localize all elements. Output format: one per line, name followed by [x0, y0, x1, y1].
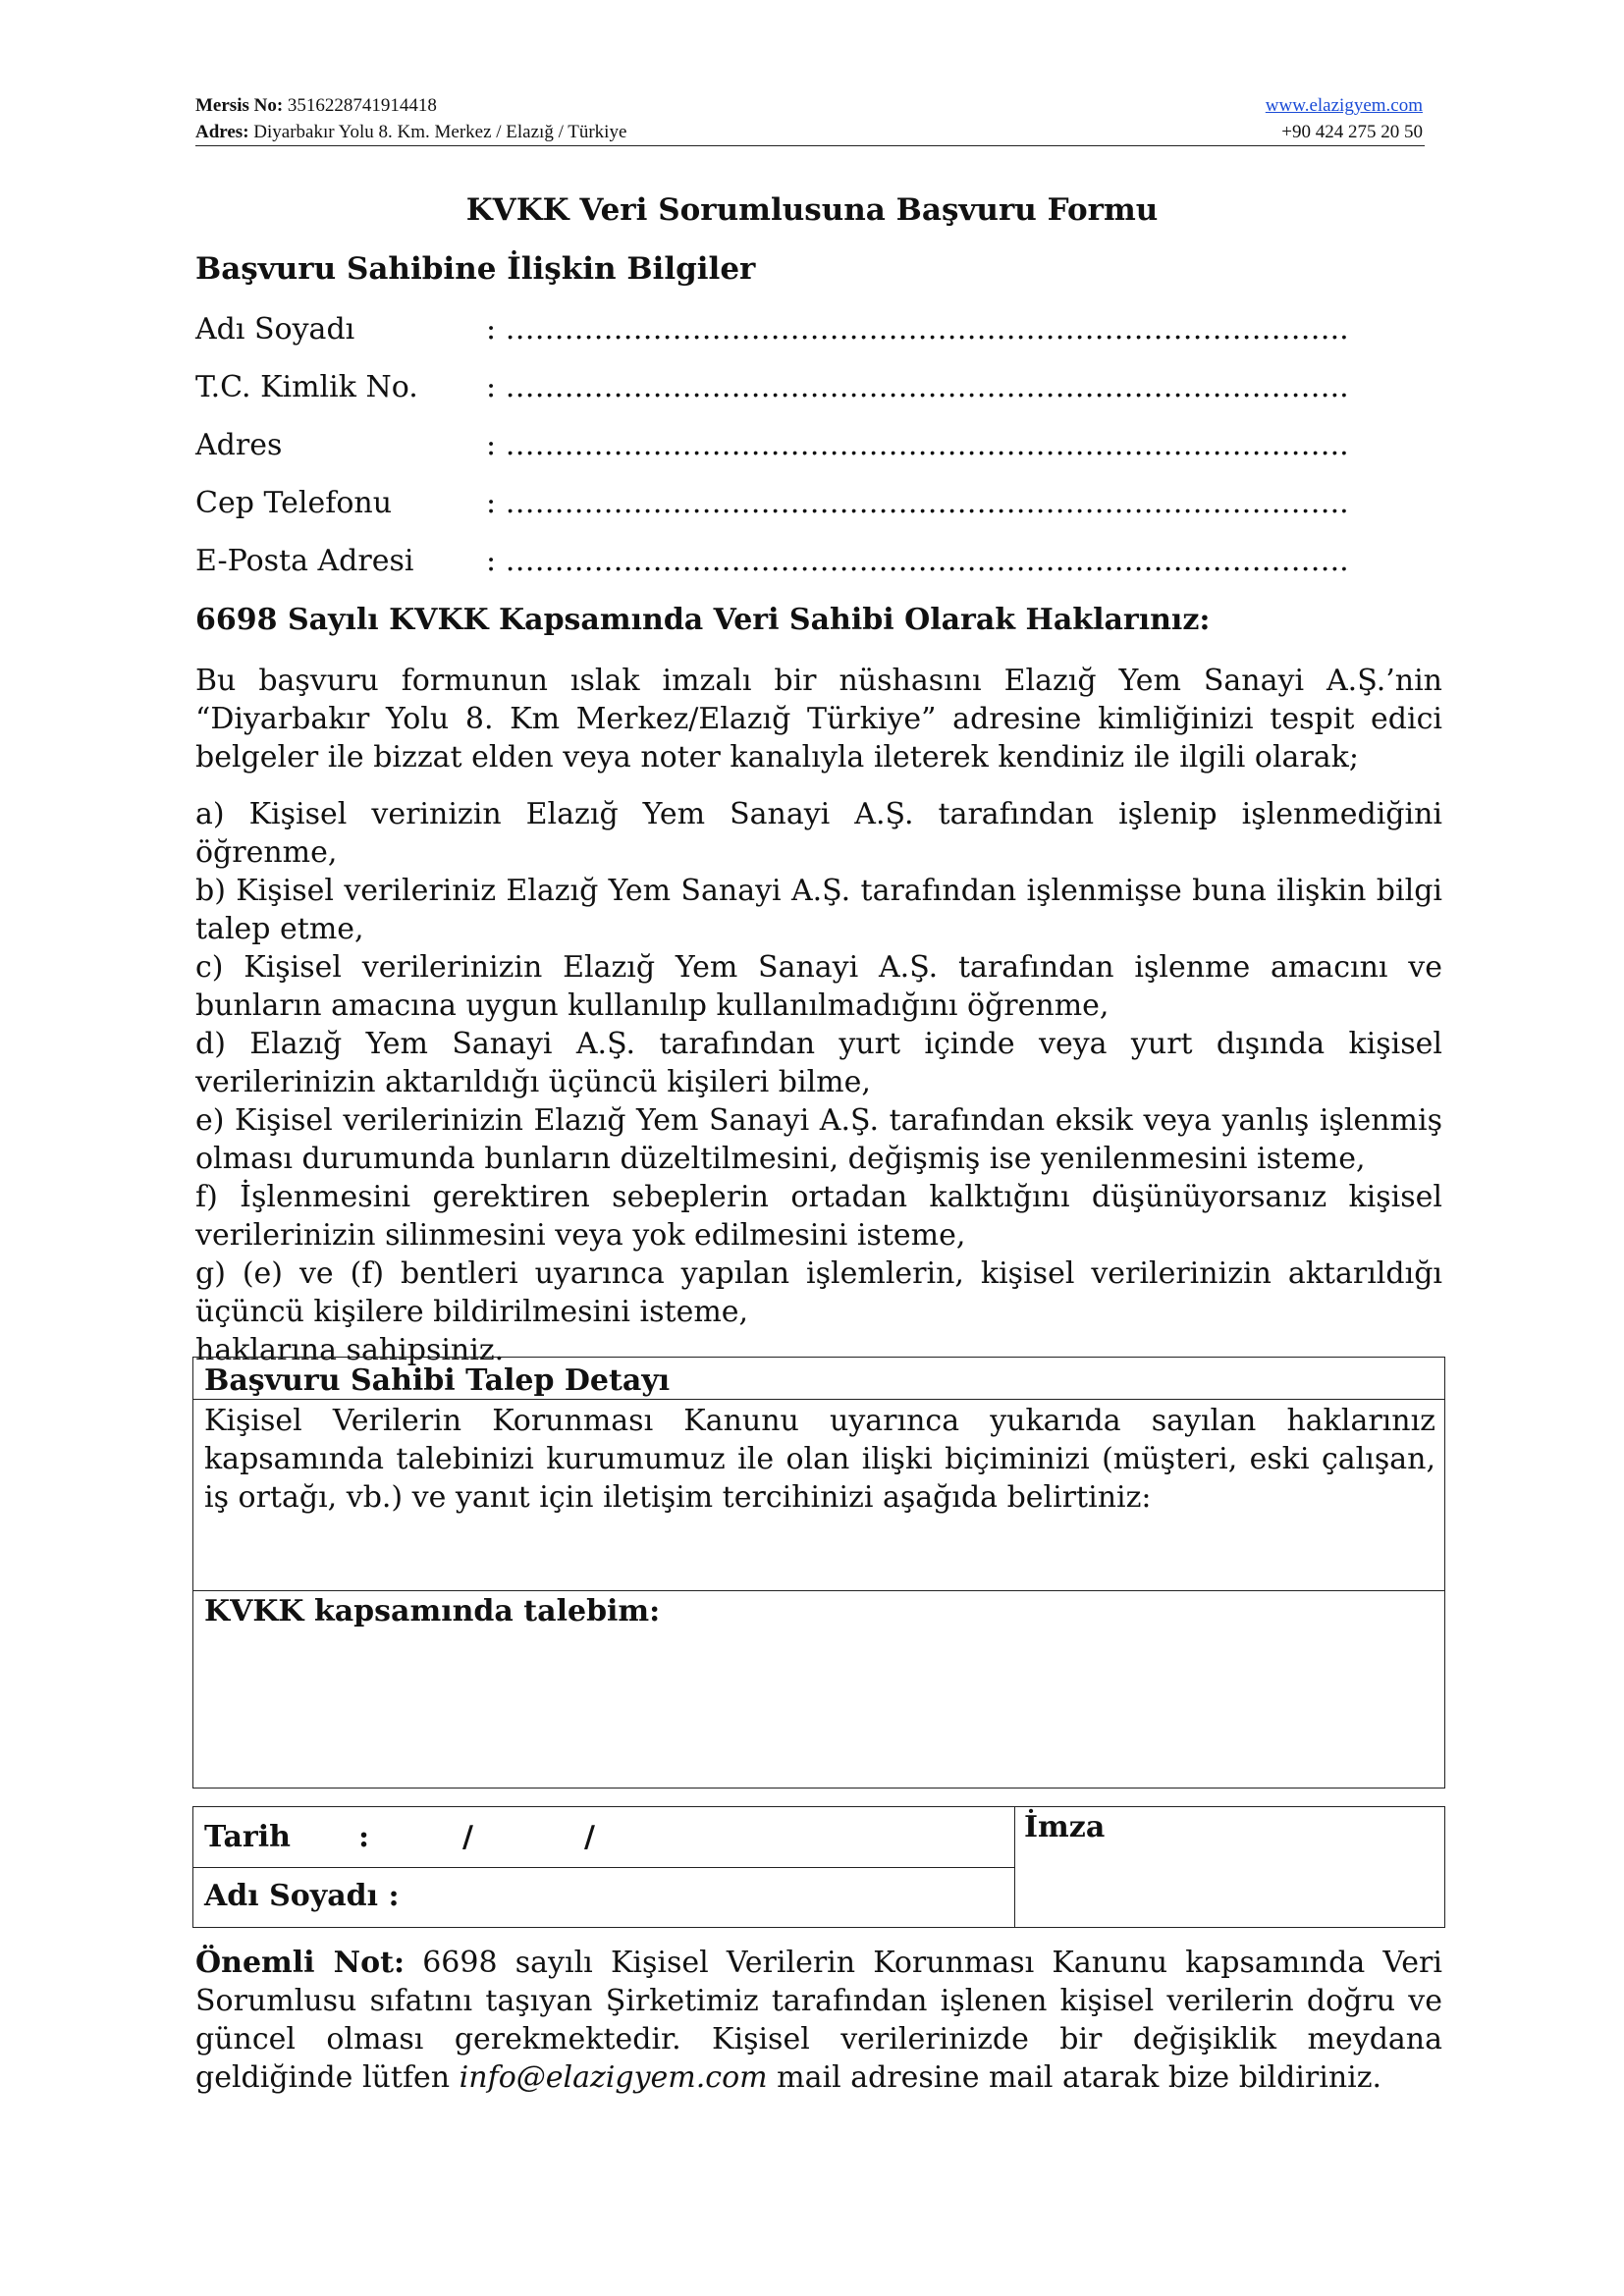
rights-intro — [195, 662, 1442, 776]
address-value: Diyarbakır Yolu 8. Km. Merkez / Elazığ / Türkiye — [253, 122, 627, 142]
date-slash: / — [462, 1820, 473, 1854]
mersis-value: 3516228741914418 — [287, 95, 437, 116]
website-link[interactable]: www.elazigyem.com — [1265, 95, 1423, 116]
field-dots: : ………………………………………………………………………….. — [486, 370, 1349, 404]
address-label: Adres: — [195, 122, 249, 142]
rights-closing: haklarına sahipsiniz. — [195, 1333, 505, 1367]
list-item: e) Kişisel verilerinizin Elazığ Yem Sanayi A.Ş. tarafından eksik veya yanlış işlenmiş olması durumunda bunların düzeltilmesini, değişmiş ise yenilenmesini isteme, — [195, 1103, 1442, 1176]
header-divider — [195, 145, 1425, 146]
note-label: Önemli Not: — [195, 1946, 406, 1980]
date-label: Tarih — [204, 1820, 291, 1854]
signature-label: İmza — [1024, 1810, 1106, 1844]
header-row-mersis — [195, 95, 1423, 117]
mersis-label: Mersis No: — [195, 95, 284, 116]
field-label: E-Posta Adresi — [195, 544, 414, 578]
rights-intro-text: Bu başvuru formunun ıslak imzalı bir nüshasını Elazığ Yem Sanayi A.Ş.’nin “Diyarbakır Yolu 8. Km Merkez/Elazığ Türkiye” adresine kimliğinizi tespit edici belgeler ile bizzat elden veya noter kanalıyla ileterek kendiniz ile ilgili olarak; — [195, 664, 1442, 774]
request-box-divider — [192, 1590, 1445, 1591]
name-field[interactable] — [383, 1871, 1011, 1924]
request-box-instructions: Kişisel Verilerin Korunması Kanunu uyarınca yukarıda sayılan haklarınız kapsamında talebinizi kurumumuz ile olan ilişki biçiminizi (müşteri, eski çalışan, iş ortağı, vb.) ve yanıt için iletişim tercihinizi aşağıda belirtiniz: — [204, 1404, 1435, 1515]
date-slash: / — [584, 1820, 595, 1854]
list-item: c) Kişisel verilerinizin Elazığ Yem Sanayi A.Ş. tarafından işlenme amacını ve bunların amacına uygun kullanılıp kullanılmadığını öğrenme, — [195, 950, 1442, 1023]
name-label: Adı Soyadı : — [204, 1879, 400, 1913]
field-label: Adres — [195, 428, 283, 462]
note-text: 6698 sayılı Kişisel Verilerin Korunması Kanunu kapsamında Veri Sorumlusu sıfatını taşıyan Şirketimiz tarafından işlenen kişisel verilerin doğru ve güncel olması gerekmektedir. Kişisel verilerinizde bir değişiklik meydana geldiğinde lütfen — [195, 1946, 1442, 2095]
applicant-section-heading: Başvuru Sahibine İlişkin Bilgiler — [195, 251, 756, 287]
field-dots: : ………………………………………………………………………….. — [486, 544, 1349, 578]
field-dots: : ………………………………………………………………………….. — [486, 486, 1349, 520]
field-label: Cep Telefonu — [195, 486, 393, 520]
request-input-area[interactable] — [194, 1633, 1443, 1786]
email-link[interactable]: info@elazigyem.com — [459, 2060, 768, 2095]
list-item: d) Elazığ Yem Sanayi A.Ş. tarafından yurt içinde veya yurt dışında kişisel verilerinizin aktarıldığı üçüncü kişileri bilme, — [195, 1027, 1442, 1099]
page-title: KVKK Veri Sorumlusuna Başvuru Formu — [465, 192, 1159, 228]
field-label: Adı Soyadı — [195, 312, 355, 347]
rights-section-heading: 6698 Sayılı KVKK Kapsamında Veri Sahibi Olarak Haklarınız: — [195, 603, 1211, 637]
list-item: f) İşlenmesini gerektiren sebeplerin ortadan kalktığını düşünüyorsanız kişisel verilerinizin silinmesini veya yok edilmesini isteme, — [195, 1180, 1442, 1253]
list-item: b) Kişisel verileriniz Elazığ Yem Sanayi A.Ş. tarafından işlenmişse buna ilişkin bilgi talep etme, — [195, 874, 1442, 946]
field-dots: : ………………………………………………………………………….. — [486, 312, 1349, 347]
field-dots: : ………………………………………………………………………….. — [486, 428, 1349, 462]
request-label: KVKK kapsamında talebim: — [204, 1594, 661, 1629]
request-box-heading: Başvuru Sahibi Talep Detayı — [204, 1363, 671, 1398]
list-item: g) (e) ve (f) bentleri uyarınca yapılan işlemlerin, kişisel verilerinizin aktarıldığı üçüncü kişilere bildirilmesini isteme, — [195, 1256, 1442, 1329]
field-label: T.C. Kimlik No. — [195, 370, 418, 404]
list-item: a) Kişisel verinizin Elazığ Yem Sanayi A.Ş. tarafından işlenip işlenmediğini öğrenme, — [195, 797, 1442, 870]
note-text-end: mail adresine mail atarak bize bildiriniz. — [777, 2060, 1382, 2095]
rights-list — [195, 795, 1442, 1369]
phone-number: +90 424 275 20 50 — [1281, 122, 1423, 142]
header-row-address — [195, 122, 1423, 143]
date-colon: : — [358, 1820, 370, 1854]
date-field[interactable] — [383, 1810, 1011, 1865]
important-note — [195, 1944, 1442, 2097]
signature-field[interactable] — [1021, 1849, 1441, 1924]
date-name-divider — [192, 1867, 1015, 1868]
